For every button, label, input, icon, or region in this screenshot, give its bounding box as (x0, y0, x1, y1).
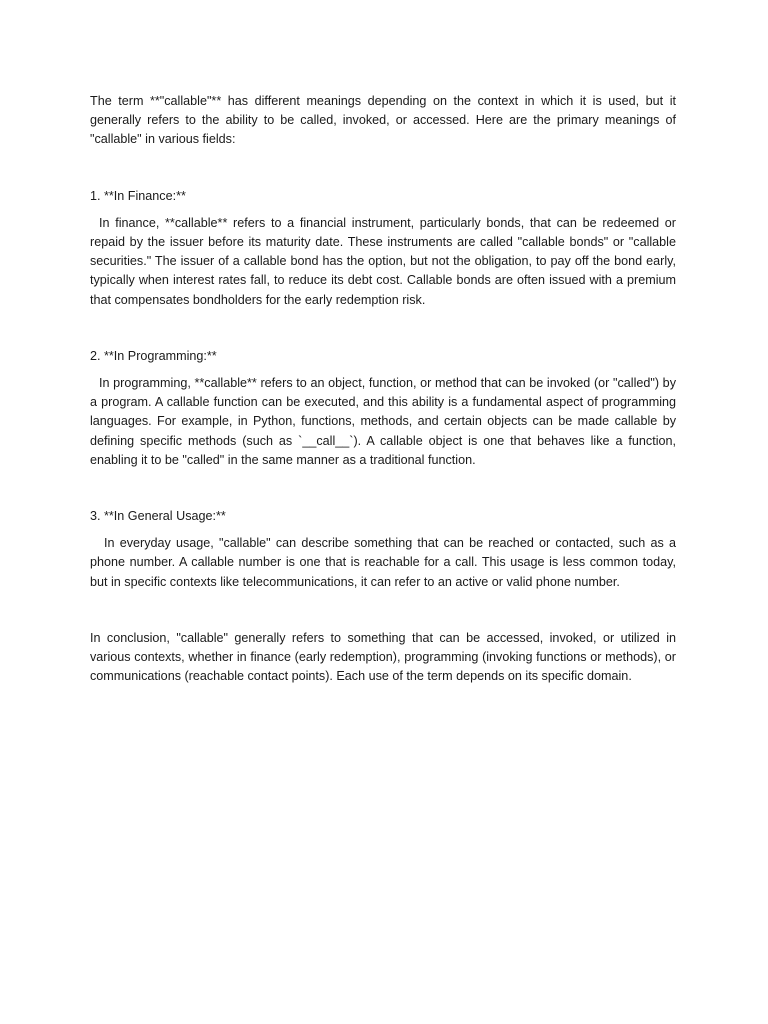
conclusion-paragraph: In conclusion, "callable" generally refers to something that can be accessed, invoked, or utilized in various contexts, whether in finance (early redemption), programming (invoking functions or methods), or communications (reachable contact points). Each use of the term depends on its specific domain. (90, 630, 676, 684)
document-page (90, 92, 676, 686)
section-body-finance: In finance, **callable** refers to a financial instrument, particularly bonds, that can be redeemed or repaid by the issuer before its maturity date. These instruments are called "callable bonds" or "callable securities." The issuer of a callable bond has the option, but not the obligation, to pay off the bond early, typically when interest rates fall, to reduce its debt cost. Callable bonds are often issued with a premium that compensates bondholders for the early redemption risk. (90, 215, 676, 307)
section-body-general-usage: In everyday usage, "callable" can describe something that can be reached or contacted, such as a phone number. A callable number is one that is reachable for a call. This usage is less common today, but in specific contexts like telecommunications, it can refer to an active or valid phone number. (90, 536, 676, 589)
section-heading-programming: 2. **In Programming:** (90, 348, 217, 363)
section-heading-finance: 1. **In Finance:** (90, 188, 186, 203)
section-heading-general-usage: 3. **In General Usage:** (90, 509, 226, 524)
intro-paragraph: The term **"callable"** has different meanings depending on the context in which it is used, but it generally refers to the ability to be called, invoked, or accessed. Here are the primary meanings of "callable" in various fields: (90, 94, 676, 147)
section-body-programming: In programming, **callable** refers to an object, function, or method that can be invoked (or "called") by a program. A callable function can be executed, and this ability is a fundamental aspect of programming languages. For example, in Python, functions, methods, and certain objects can be made callable by defining specific methods (such as `__call__`). A callable object is one that behaves like a function, enabling it to be "called" in the same manner as a traditional function. (90, 376, 676, 467)
